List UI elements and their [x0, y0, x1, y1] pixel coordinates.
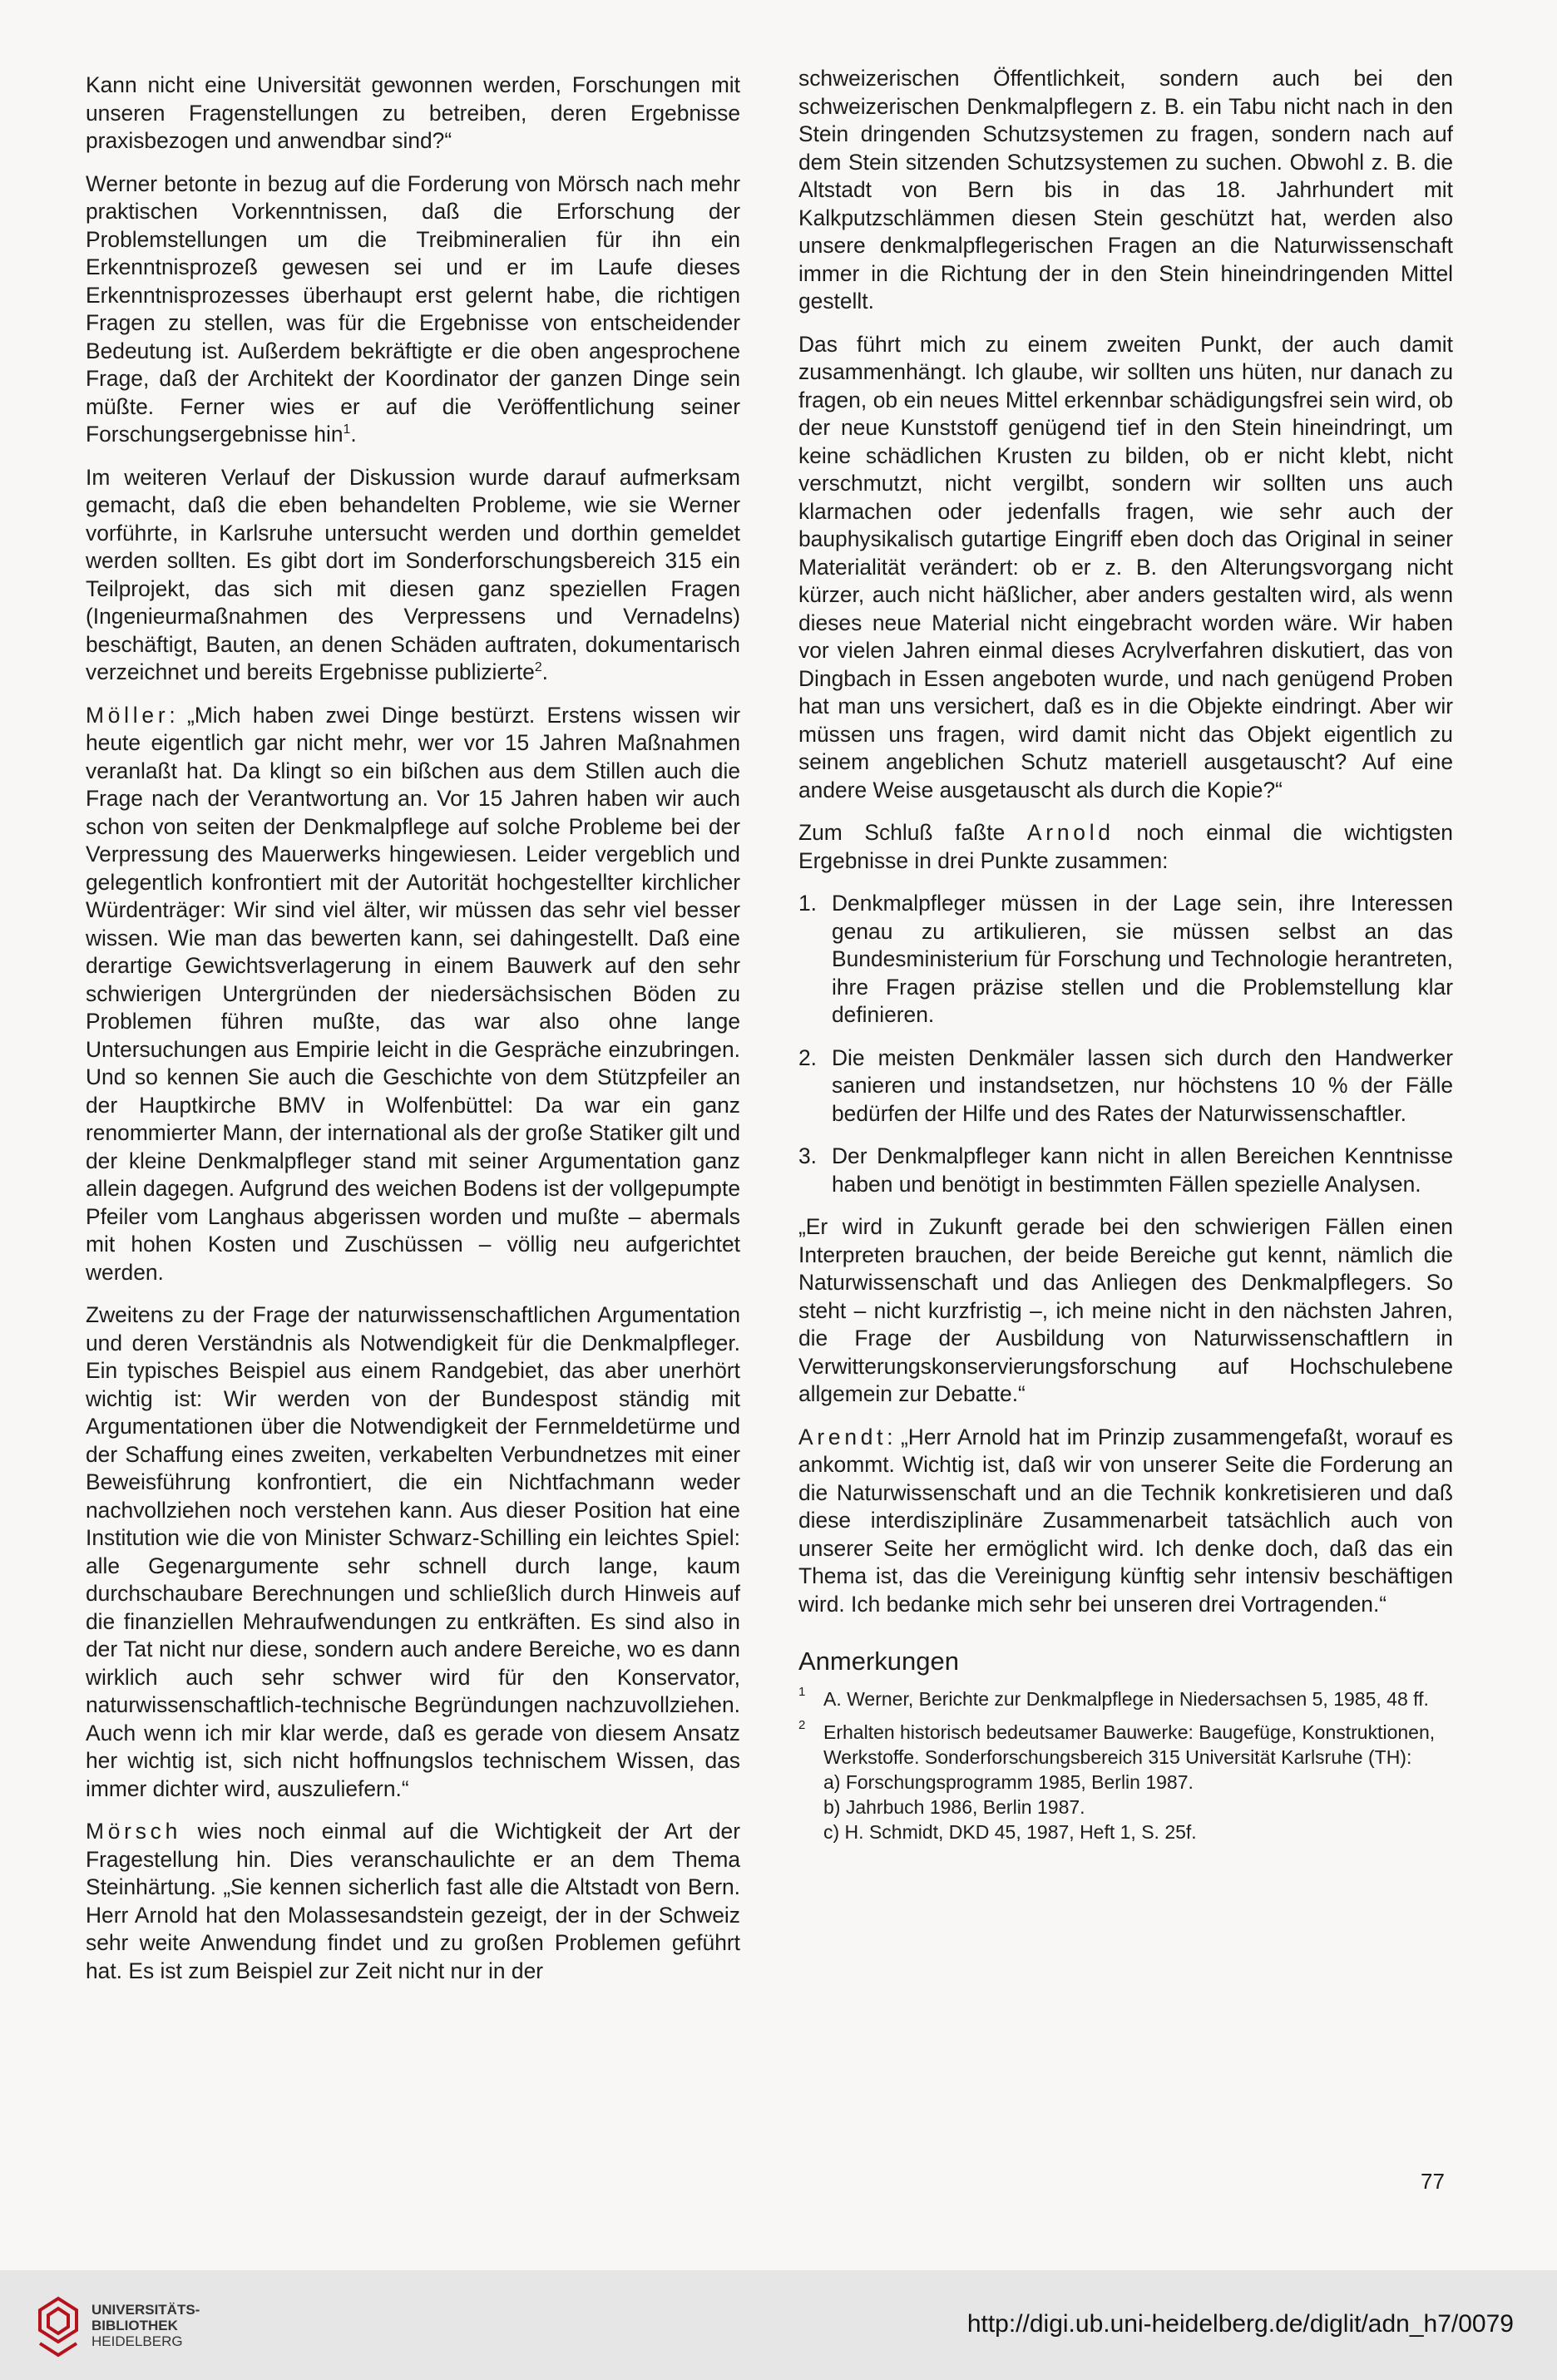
- footnote-ref[interactable]: 2: [534, 660, 542, 675]
- footnote-subitem: b) Jahrbuch 1986, Berlin 1987.: [823, 1796, 1085, 1818]
- right-column: [798, 65, 1453, 1853]
- paragraph: Möller: „Mich haben zwei Dinge bestürzt. Erstens wissen wir heute eigentlich gar nicht mehr, wer vor 15 Jahren Maßnahmen veranlaßt hat. Da klingt so ein bißchen aus dem Stillen auch die Frage nach der Verantwortung an. Vor 15 Jahren haben wir auch schon von seiten der Denkmalpflege auf solche Probleme bei der Verpressung des Mauerwerks hingewiesen. Leider vergeblich und gelegentlich konfrontiert mit der Autorität hochgestellter kirchlicher Würdenträger: Wir sind viel älter, wir müssen das sehr viel besser wissen. Wie man das bewerten kann, sei dahingestellt. Daß eine derartige Gewichtsverlagerung in einem Bauwerk auf den sehr schwierigen Untergründen der niedersächsischen Böden zu Problemen führen mußte, das war also ohne lange Untersuchungen aus Empirie leicht in die Gespräche einzubringen. Und so kennen Sie auch die Geschichte von dem Stützpfeiler an der Hauptkirche BMV in Wolfenbüttel: Da war ein ganz renommierter Mann, der international als der große Statiker gilt und der kleine Denkmalpfleger stand mit seiner Argumentation ganz allein dagegen. Aufgrund des weichen Bodens ist der vollgepumpte Pfeiler vom Langhaus abgerissen worden und mußte – abermals mit hohen Kosten und Zuschüssen – völlig neu aufgerichtet werden.: [86, 702, 740, 1285]
- paragraph: schweizerischen Öffentlichkeit, sondern auch bei den schweizerischen Denkmalpflegern z. B. ein Tabu nicht nach in den Stein dringenden Schutzsystemen zu fragen, sondern nach auf dem Stein sitzenden Schutzsystemen zu suchen. Obwohl z. B. die Altstadt von Bern bis in das 18. Jahrhundert mit Kalkputzschlämmen diesen Stein geschützt hat, werden also unsere denkmalpflegerischen Fragen an die Naturwissenschaft immer in die Richtung der in den Stein hineindringenden Mittel gestellt.: [798, 66, 1453, 314]
- list-item: 2. Die meisten Denkmäler lassen sich durch den Handwerker sanieren und instandsetzen, nur höchstens 10 % der Fälle bedürfen der Hilfe und des Rates der Naturwissenschaftler.: [798, 1044, 1453, 1126]
- paragraph: Werner betonte in bezug auf die Forderung von Mörsch nach mehr praktischen Vorkenntnissen, daß die Erforschung der Problemstellungen um die Treibmineralien für ihn ein Erkenntnisprozeß gewesen sei und er im Laufe dieses Erkenntnisprozesses überhaupt erst gelernt habe, die richtigen Fragen zu stellen, was für die Ergebnisse von entscheidender Bedeutung ist. Außerdem bekräftigte er die oben angesprochene Frage, daß der Architekt der Koordinator der ganzen Dinge sein müßte. Ferner wies er auf die Veröffentlichung seiner Forschungsergebnisse hin$^1$.: [86, 170, 740, 447]
- speaker-name: Arendt: [798, 1424, 887, 1449]
- footnote-mark: 2: [798, 1718, 806, 1732]
- paragraph: Zum Schluß faßte Arnold noch einmal die wichtigsten Ergebnisse in drei Punkte zusammen:: [798, 820, 1453, 873]
- paragraph: Zweitens zu der Frage der naturwissenschaftlichen Argumentation und deren Verständnis als Notwendigkeit für die Denkmalpfleger. Ein typisches Beispiel aus einem Randgebiet, das aber unerhört wichtig ist: Wir werden von der Bundespost ständig mit Argumentationen über die Notwendigkeit der Fernmeldetürme und der Schaffung eines zweiten, verkabelten Verbundnetzes mit einer Beweisführung konfrontiert, die ein Nichtfachmann weder nachvollziehen noch verstehen kann. Aus dieser Position hat eine Institution wie die von Minister Schwarz-Schilling ein leichtes Spiel: alle Gegenargumente sehr schnell durch lange, kaum durchschaubare Berechnungen und schließlich durch Hinweis auf die finanziellen Mehraufwendungen zu entkräften. Es sind also in der Tat nicht nur diese, sondern auch andere Bereiche, wo es dann wirklich auch sehr schwer wird für den Konservator, naturwissenschaftlich-technische Begründungen nachzuvollziehen. Auch wenn ich mir klar werde, daß es gerade von diesem Ansatz her wichtig ist, sich nicht hoffnungslos technischem Wissen, das immer dichter wird, auszuliefern.“: [86, 1302, 740, 1801]
- footnote-mark: 1: [798, 1685, 806, 1699]
- footnotes: [798, 1686, 1453, 1844]
- speaker-name: Mörsch: [86, 1819, 182, 1844]
- library-name: UNIVERSITÄTS- BIBLIOTHEK HEIDELBERG: [91, 2302, 200, 2349]
- page-number: 77: [1421, 2169, 1445, 2194]
- paragraph: Kann nicht eine Universität gewonnen werden, Forschungen mit unseren Fragenstellungen zu betreiben, deren Ergebnisse praxisbezogen und anwendbar sind?“: [86, 72, 740, 153]
- list-item: 3. Der Denkmalpfleger kann nicht in allen Bereichen Kenntnisse haben und benötigt in bestimmten Fällen spezielle Analysen.: [798, 1143, 1453, 1197]
- footnote-ref[interactable]: 1: [343, 422, 351, 437]
- list-item: 1. Denkmalpfleger müssen in der Lage sein, ihre Interessen genau zu artikulieren, sie müssen selbst an das Bundesministerium für Forschung und Technologie herantreten, ihre Fragen präzise stellen und die Problemstellung klar definieren.: [798, 891, 1453, 1027]
- permalink-url[interactable]: http://digi.ub.uni-heidelberg.de/diglit/adn_h7/0079: [966, 2310, 1514, 2338]
- library-logo-icon: [33, 2294, 83, 2358]
- footnote: 2 Erhalten historisch bedeutsamer Bauwerke: Baugefüge, Konstruktionen, Werkstoffe. Sonderforschungsbereich 315 Universität Karlsruhe (TH): a) Forschungsprogramm 1985, Berlin 1987. b) Jahrbuch 1986, Berlin 1987. c) H. Schmidt, DKD 45, 1987, Heft 1, S. 25f.: [798, 1720, 1453, 1844]
- left-column: [86, 72, 740, 2000]
- footnote-subitem: a) Forschungsprogramm 1985, Berlin 1987.: [823, 1771, 1194, 1793]
- viewer-footer: [0, 2270, 1557, 2380]
- footnote: 1 A. Werner, Berichte zur Denkmalpflege in Niedersachsen 5, 1985, 48 ff.: [798, 1686, 1453, 1711]
- summary-list: [798, 890, 1453, 1198]
- speaker-name: Möller: [86, 702, 170, 728]
- paragraph: Mörsch wies noch einmal auf die Wichtigkeit der Art der Fragestellung hin. Dies veranschaulichte er an dem Thema Steinhärtung. „Sie kennen sicherlich fast alle die Altstadt von Bern. Herr Arnold hat den Molassesandstein gezeigt, der in der Schweiz sehr weite Anwendung findet und zu großen Problemen geführt hat. Es ist zum Beispiel zur Zeit nicht nur in der: [86, 1819, 740, 1983]
- notes-heading: Anmerkungen: [798, 1647, 960, 1676]
- paragraph: Arendt: „Herr Arnold hat im Prinzip zusammengefaßt, worauf es ankommt. Wichtig ist, daß wir von unserer Seite die Forderung an die Naturwissenschaft und an die Technik konkretisieren und daß diese interdisziplinäre Zusammenarbeit tatsächlich auch von unserer Seite her ermöglicht wird. Ich denke doch, daß das ein Thema ist, das die Vereinigung künftig sehr intensiv beschäftigen wird. Ich bedanke mich sehr bei unseren drei Vortragenden.“: [798, 1424, 1453, 1617]
- footnote-subitem: c) H. Schmidt, DKD 45, 1987, Heft 1, S. 25f.: [823, 1821, 1197, 1843]
- paragraph: „Er wird in Zukunft gerade bei den schwierigen Fällen einen Interpreten brauchen, der beide Bereiche gut kennt, nämlich die Naturwissenschaft und das Anliegen des Denkmalpflegers. So steht – nicht kurzfristig –, ich meine nicht in den nächsten Jahren, die Frage der Ausbildung von Naturwissenschaftlern in Verwitterungskonservierungsforschung auf Hochschulebene allgemein zur Debatte.“: [798, 1214, 1453, 1406]
- paragraph: Im weiteren Verlauf der Diskussion wurde darauf aufmerksam gemacht, daß die eben behandelten Probleme, wie sie Werner vorführte, in Karlsruhe untersucht werden und dorthin gemeldet werden sollten. Es gibt dort im Sonderforschungsbereich 315 ein Teilprojekt, das sich mit diesen ganz speziellen Fragen (Ingenieurmaßnahmen des Verpressens und Vernadelns) beschäftigt, Bauten, an denen Schäden auftraten, dokumentarisch verzeichnet und bereits Ergebnisse publizierte$^2$.: [86, 464, 740, 684]
- speaker-name: Arnold: [1026, 820, 1115, 845]
- paragraph: Das führt mich zu einem zweiten Punkt, der auch damit zusammenhängt. Ich glaube, wir sollten uns hüten, nur danach zu fragen, ob ein neues Mittel erkennbar schädigungsfrei sein wird, ob der neue Kunststoff genügend tief in den Stein hineindringt, um keine schädlichen Krusten zu bilden, ob er nicht klebt, nicht verschmutzt, nicht vergilbt, sondern wir sollten uns auch klarmachen oder jedenfalls fragen, wie sehr auch der bauphysikalisch gutartige Eingriff eben doch das Original in seiner Materialität verändert: ob er z. B. den Alterungsvorgang nicht kürzer, auch nicht häßlicher, aber anders gestalten wird, als wenn dieses neue Material nicht eingebracht worden wäre. Wir haben vor vielen Jahren einmal dieses Acrylverfahren diskutiert, das von Dingbach in Essen angeboten wurde, und nach genügend Proben hat man uns versichert, daß es in die Objekte eindringt. Aber wir müssen uns fragen, wird damit nicht das Objekt eigentlich zu seinem angeblichen Schutz materiell ausgetauscht? Auf eine andere Weise ausgetauscht als durch die Kopie?“: [798, 331, 1453, 802]
